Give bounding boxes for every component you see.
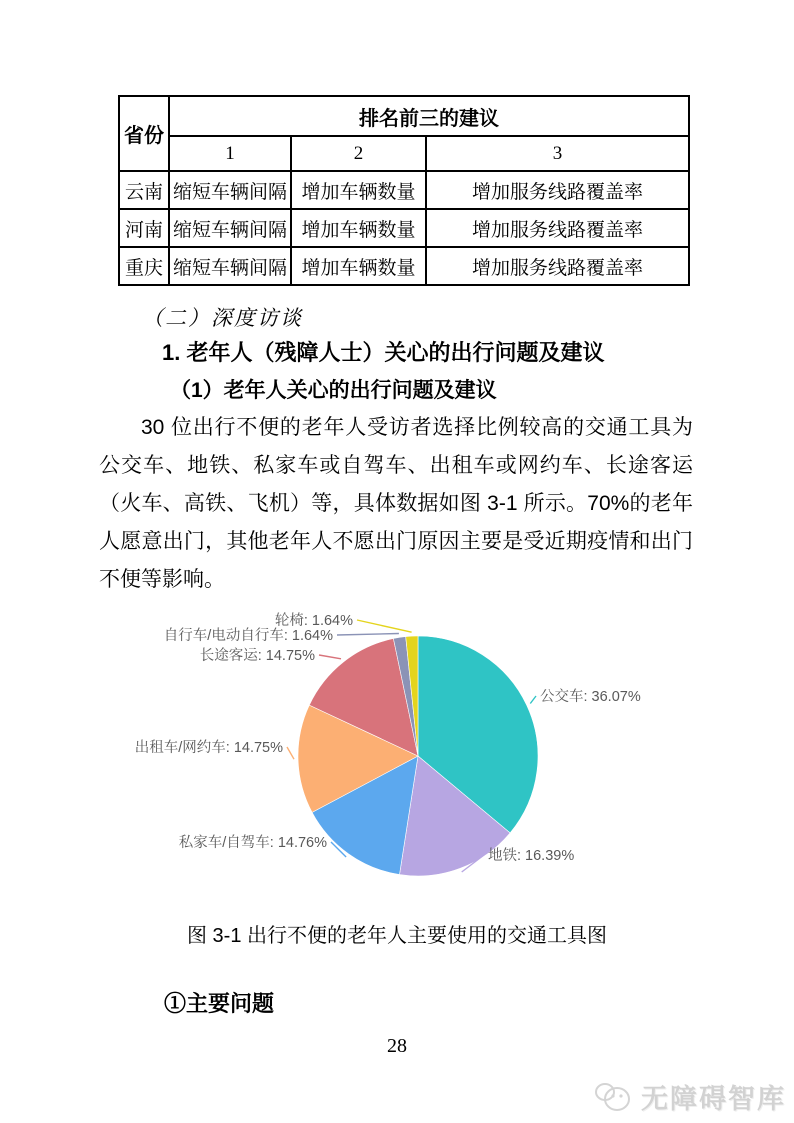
pie-slice-label: 公交车: 36.07% xyxy=(540,689,641,705)
table-rank-header-1: 1 xyxy=(169,136,291,171)
province-cell: 云南 xyxy=(119,171,169,209)
table-row xyxy=(119,209,689,247)
province-cell: 河南 xyxy=(119,209,169,247)
pie-slice-label: 轮椅: 1.64% xyxy=(274,613,353,629)
suggestion-cell: 增加车辆数量 xyxy=(291,171,426,209)
pie-label-leader xyxy=(287,747,294,759)
pie-slice-label: 长途客运: 14.75% xyxy=(199,648,315,664)
suggestion-cell: 增加服务线路覆盖率 xyxy=(426,247,689,285)
table-header-suggestions: 排名前三的建议 xyxy=(169,96,689,136)
pie-label-leader xyxy=(319,655,341,659)
table-rank-header-2: 2 xyxy=(291,136,426,171)
pie-label-leader xyxy=(337,634,399,636)
pie-slice-label: 出租车/网约车: 14.75% xyxy=(134,740,283,756)
table-rank-header-3: 3 xyxy=(426,136,689,171)
suggestion-cell: 缩短车辆间隔 xyxy=(169,209,291,247)
page-number: 28 xyxy=(387,1035,407,1057)
figure-3-1 xyxy=(100,606,700,918)
heading-topic: 1. 老年人（残障人士）关心的出行问题及建议 xyxy=(162,340,605,365)
footer-brand xyxy=(591,1076,786,1116)
table-row xyxy=(119,247,689,285)
heading-interview: （二）深度访谈 xyxy=(142,306,303,330)
province-cell: 重庆 xyxy=(119,247,169,285)
pie-label-leader xyxy=(357,620,412,632)
figure-caption: 图 3-1 出行不便的老年人主要使用的交通工具图 xyxy=(186,925,608,947)
pie-slice-label: 自行车/电动自行车: 1.64% xyxy=(163,628,333,644)
pie-chart-svg xyxy=(100,606,700,918)
brand-name: 无障碍智库 xyxy=(641,1083,786,1114)
suggestion-cell: 缩短车辆间隔 xyxy=(169,247,291,285)
suggestion-table xyxy=(118,95,690,286)
table-row xyxy=(119,171,689,209)
suggestion-cell: 增加车辆数量 xyxy=(291,209,426,247)
brand-logo-icon xyxy=(591,1078,635,1114)
pie-slice-label: 私家车/自驾车: 14.76% xyxy=(178,835,327,851)
suggestion-cell: 增加车辆数量 xyxy=(291,247,426,285)
suggestion-cell: 增加服务线路覆盖率 xyxy=(426,171,689,209)
heading-sub: （1）老年人关心的出行问题及建议 xyxy=(170,379,497,402)
suggestion-cell: 增加服务线路覆盖率 xyxy=(426,209,689,247)
body-paragraph: 30 位出行不便的老年人受访者选择比例较高的交通工具为公交车、地铁、私家车或自驾车、出租车或网约车、长途客运（火车、高铁、飞机）等，具体数据如图 3-1 所示。70%的老年人愿意出门，其他老年人不愿出门原因主要是受近期疫情和出门不便等影响。 xyxy=(99,416,693,591)
heading-issues: ①主要问题 xyxy=(164,991,275,1016)
pie-label-leader xyxy=(530,696,536,704)
pie-slice-label: 地铁: 16.39% xyxy=(488,848,575,864)
suggestion-cell: 缩短车辆间隔 xyxy=(169,171,291,209)
table-header-province: 省份 xyxy=(119,96,169,171)
